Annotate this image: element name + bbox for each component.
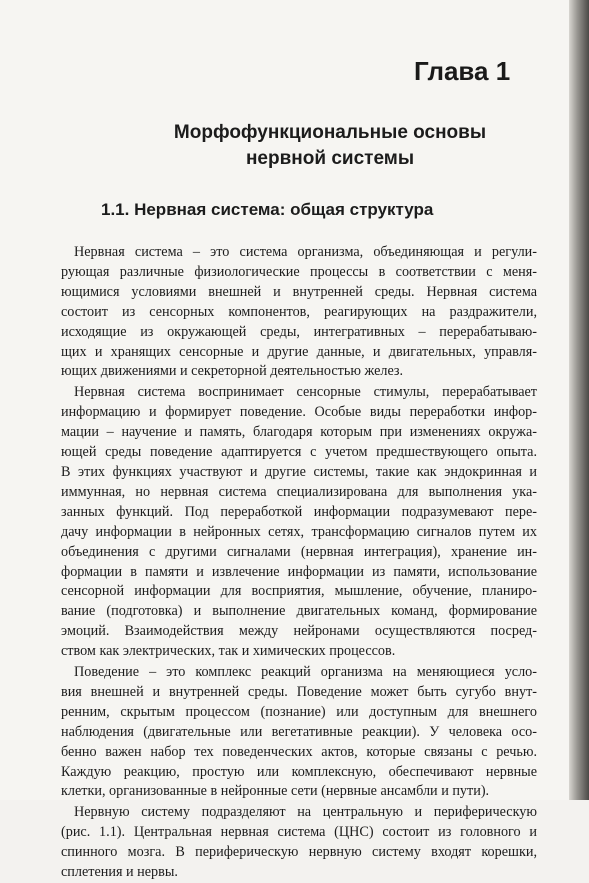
text-line: (рис. 1.1). Центральная нервная система (ЦНС) состоит из головного и [61, 824, 537, 841]
text-line: вание (подготовка) и выполнение двигательных команд, формирование [61, 603, 537, 620]
text-line: бенно важен набор тех поведенческих актов, которые связаны с речью. [61, 743, 537, 760]
paragraph [61, 243, 537, 382]
text-line: наблюдения (двигательные или вегетативные реакции). У человека осо- [61, 723, 537, 740]
text-line: состоит из сенсорных компонентов, реагирующих на раздражители, [61, 303, 537, 320]
text-line: информацию и формирует поведение. Особые виды переработки инфор- [61, 404, 537, 421]
chapter-title [120, 120, 540, 172]
text-line: сплетения и нервы. [61, 864, 178, 881]
chapter-title-line: Морфофункциональные основы [173, 122, 487, 143]
text-line: дачу информации в нейронных сетях, трансформацию сигналов путем их [61, 523, 537, 540]
text-line: клетки, организованные в нейронные сети (нервные ансамбли и пути). [61, 783, 490, 800]
text-line: Нервную систему подразделяют на центральную и периферическую [74, 804, 537, 821]
text-line: рующая различные физиологические процессы в соответствии с меня- [61, 263, 537, 280]
text-line: Нервная система воспринимает сенсорные стимулы, перерабатывает [74, 384, 537, 401]
text-line: Каждую реакцию, простую или комплексную, обеспечивают нервные [61, 763, 537, 780]
text-line: вия внешней и внутренней среды. Поведение может быть сугубо внут- [61, 683, 537, 700]
body-text [61, 243, 537, 883]
book-spine-shadow [569, 0, 589, 800]
chapter-heading: Глава 1 [414, 56, 511, 86]
text-line: сенсорной информации для восприятия, мышление, обучение, планиро- [61, 583, 537, 600]
text-line: щих и хранящих сенсорные и другие данные, и двигательных, управля- [61, 343, 537, 360]
text-line: ренним, скрытым процессом (познание) или доступным для внешнего [61, 703, 537, 720]
text-line: формации в памяти и извлечение информации из памяти, использование [61, 563, 537, 580]
paragraph [61, 663, 537, 802]
text-line: Нервная система – это система организма, объединяющая и регули- [74, 244, 537, 260]
paragraph [61, 383, 537, 662]
text-line: объединения с другими сигналами (нервная интеграция), хранение ин- [61, 543, 537, 560]
text-line: Поведение – это комплекс реакций организма на меняющиеся усло- [74, 664, 537, 681]
text-line: ющей среды поведение адаптируется с учетом предшествующего опыта. [61, 444, 537, 461]
section-heading: 1.1. Нервная система: общая структура [101, 200, 434, 219]
text-line: ющих движениями и секреторной деятельностью желез. [61, 363, 404, 380]
text-line: эмоций. Взаимодействия между нейронами осуществляются посред- [61, 623, 537, 640]
text-line: ством как электрических, так и химических процессов. [61, 643, 396, 660]
text-line: исходящие из окружающей среды, интегративных – перерабатываю- [61, 323, 537, 340]
paragraph [61, 803, 537, 883]
text-line: иммунная, но нервная система специализирована для выполнения ука- [61, 483, 537, 500]
text-line: ющимися условиями внешней и внутренней среды. Нервная система [61, 283, 537, 300]
text-line: мации – научение и память, благодаря которым при изменениях окружа- [61, 424, 537, 441]
text-line: спинного мозга. В периферическую нервную систему входят корешки, [61, 844, 537, 861]
text-line: занных функций. Под переработкой информации подразумевают пере- [61, 503, 537, 520]
text-line: В этих функциях участвуют и другие системы, такие как эндокринная и [61, 463, 537, 480]
chapter-title-line: нервной системы [245, 148, 415, 169]
